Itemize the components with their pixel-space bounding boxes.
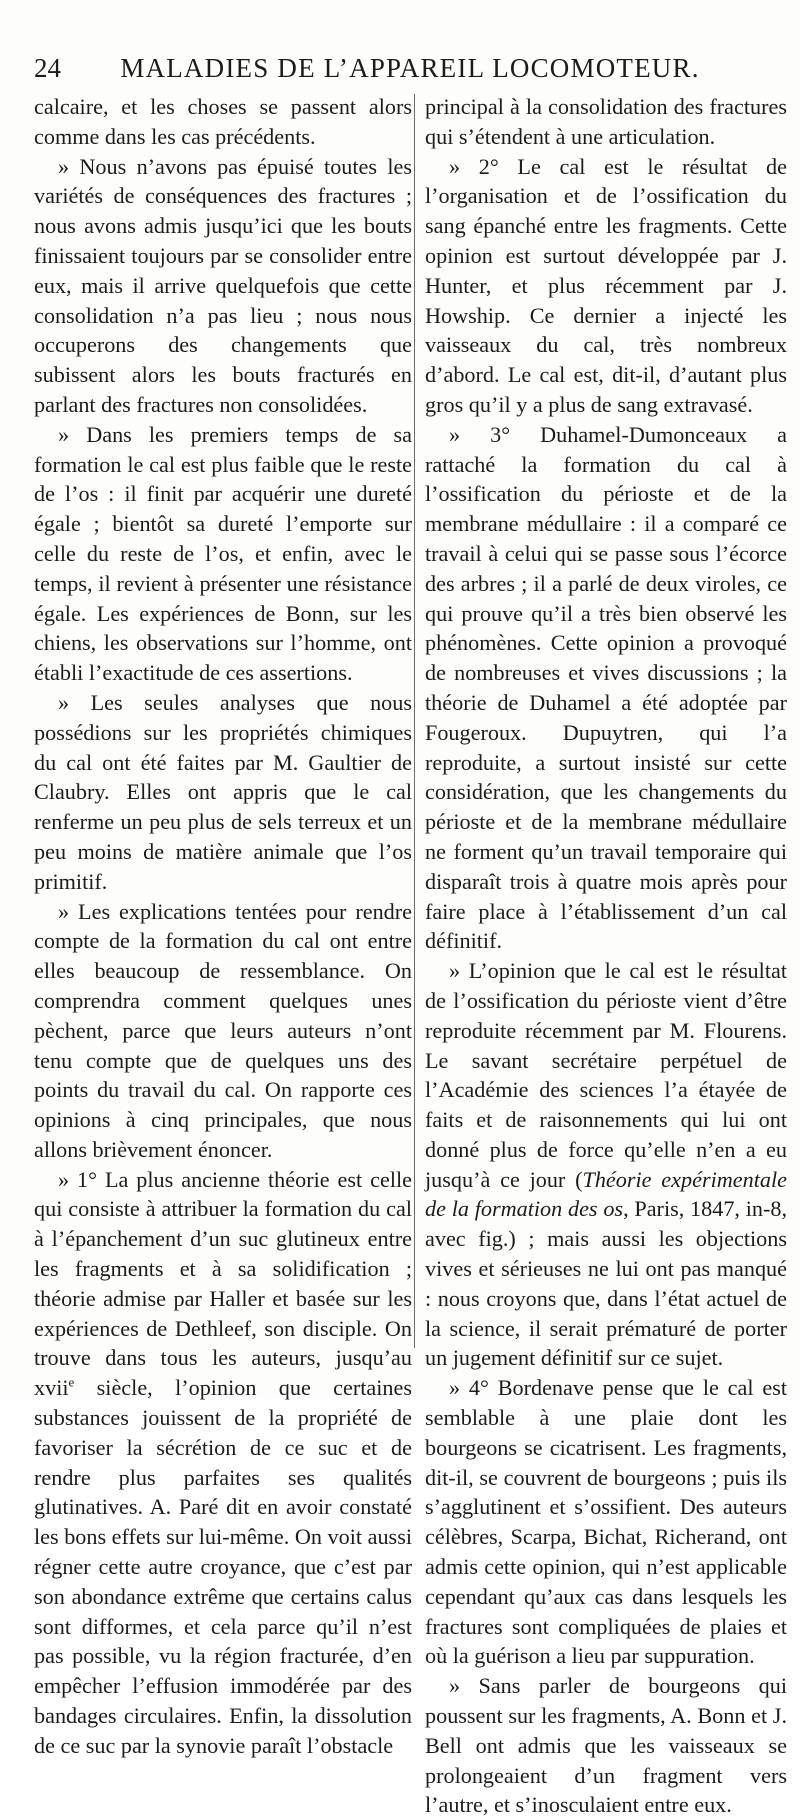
column-divider [414,94,415,1348]
century-numeral: xvii [34,1375,69,1401]
paragraph: calcaire, et les choses se passent alors comme dans les cas précédents. [34,94,412,149]
text-run: siècle, l’opinion que certaines substances jouissent de la propriété de favoriser la sécrétion de ce suc et de rendre plus parfaites ses qualités glutinatives. A. Paré dit en avoir constaté les bons effets sur lui-même. On voit aussi régner cette autre croyance, que c’est par son abondance extrême que certains calus sont difformes, et cela parce qu’il n’est pas possible, vu la région fracturée, d’en empêcher l’effusion immodérée par des bandages circulaires. Enfin, la dissolution de ce suc par la synovie paraît l’obstacle [34,1375,412,1758]
paragraph: » Sans parler de bourgeons qui poussent sur les fragments, A. Bonn et J. Bell ont admis que les vaisseaux se prolongeaient d’un fragment vers l’autre, et s’inosculaient entre eux. [425,1673,787,1818]
text-run: , Paris, 1847, in-8, avec fig.) ; mais aussi les objections vives et sérieuses ne lui ont pas manqué : nous croyons que, dans l’état actuel de la science, il serait prématuré de porter un jugement définitif sur ce sujet. [425,1196,788,1371]
paragraph: » 3° Duhamel-Dumonceaux a rattaché la formation du cal à l’ossification du périoste et de la membrane médullaire : il a comparé ce travail à celui qui se passe sous l’écorce des arbres ; il a parlé de deux viroles, ce qui prouve qu’il a très bien observé les phénomènes. Cette opinion a provoqué de nombreuses et vives discussions ; la théorie de Duhamel a été adoptée par Fougeroux. Dupuytren, qui l’a reproduite, a surtout insisté sur cette considération, que les changements du périoste et de la membrane médullaire ne forment qu’un travail temporaire qui disparaît trois à quatre mois après pour faire place à l’établissement d’un cal définitif. [425,421,787,954]
paragraph: » 2° Le cal est le résultat de l’organisation et de l’ossification du sang épanché entre les fragments. Cette opinion est surtout développée par J. Hunter, et plus récemment par J. Howship. Ce dernier a injecté les vaisseaux du cal, très nombreux d’abord. Le cal est, dit-il, d’autant plus gros qu’il y a plus de sang extravasé. [425,153,787,417]
paragraph [34,1165,412,1761]
page-header [34,52,786,86]
paragraph: » Nous n’avons pas épuisé toutes les variétés de conséquences des fractures ; nous avons admis jusqu’ici que les bouts finissaient toujours par se consolider entre eux, mais il arrive quelquefois que cette consolidation n’a pas lieu ; nous nous occuperons des changements que subissent alors les bouts fracturés en parlant des fractures non consolidées. [34,153,412,417]
running-title: MALADIES DE L’APPAREIL LOCOMOTEUR. [120,53,700,83]
book-title: Théorie expérimentale de la formation des os [425,1166,787,1222]
right-column [425,92,787,1820]
paragraph: principal à la consolidation des fractures qui s’étendent à une articulation. [425,94,787,149]
text-run: » L’opinion que le cal est le résultat de l’ossification du périoste vient d’être reproduite récemment par M. Flourens. Le savant secrétaire perpétuel de l’Académie des sciences l’a étayée de faits et de raisonnements qui lui ont donné plus de force qu’elle n’en a eu jusqu’à ce jour ( [425,958,787,1192]
paragraph: » 4° Bordenave pense que le cal est semblable à une plaie dont les bourgeons se cicatrisent. Les fragments, dit-il, se couvrent de bourgeons ; puis ils s’agglutinent et s’ossifient. Des auteurs célèbres, Scarpa, Bichat, Richerand, ont admis cette opinion, qui n’est applicable cependant qu’aux cas dans lesquels les fractures sont compliquées de plaies et où la guérison a lieu par suppuration. [425,1375,787,1669]
left-column [34,92,412,1761]
paragraph: » Les seules analyses que nous possédions sur les propriétés chimiques du cal ont été faites par M. Gaultier de Claubry. Elles ont appris que le cal renferme un peu plus de sels terreux et un peu moins de matière animale que l’os primitif. [34,689,412,894]
paragraph: » Dans les premiers temps de sa formation le cal est plus faible que le reste de l’os : il finit par acquérir une dureté égale ; bientôt sa dureté l’emporte sur celle du reste de l’os, et enfin, avec le temps, il revient à présenter une résistance égale. Les expériences de Bonn, sur les chiens, les observations sur l’homme, ont établi l’exactitude de ces assertions. [34,421,412,686]
paragraph [425,956,787,1373]
century-superscript: e [68,1374,75,1390]
page-number: 24 [34,53,61,83]
paragraph: » Les explications tentées pour rendre compte de la formation du cal ont entre elles beaucoup de ressemblance. On comprendra comment quelques unes pèchent, parce que leurs auteurs n’ont tenu compte que de quelques uns des points du travail du cal. On rapporte ces opinions à cinq principales, que nous allons brièvement énoncer. [34,898,412,1162]
text-run: » 1° La plus ancienne théorie est celle qui consiste à attribuer la formation du cal à l’épanchement d’un suc glutineux entre les fragments et à sa solidification ; théorie admise par Haller et basée sur les expériences de Dethleef, son disciple. On trouve dans tous les auteurs, jusqu’au [34,1166,412,1371]
